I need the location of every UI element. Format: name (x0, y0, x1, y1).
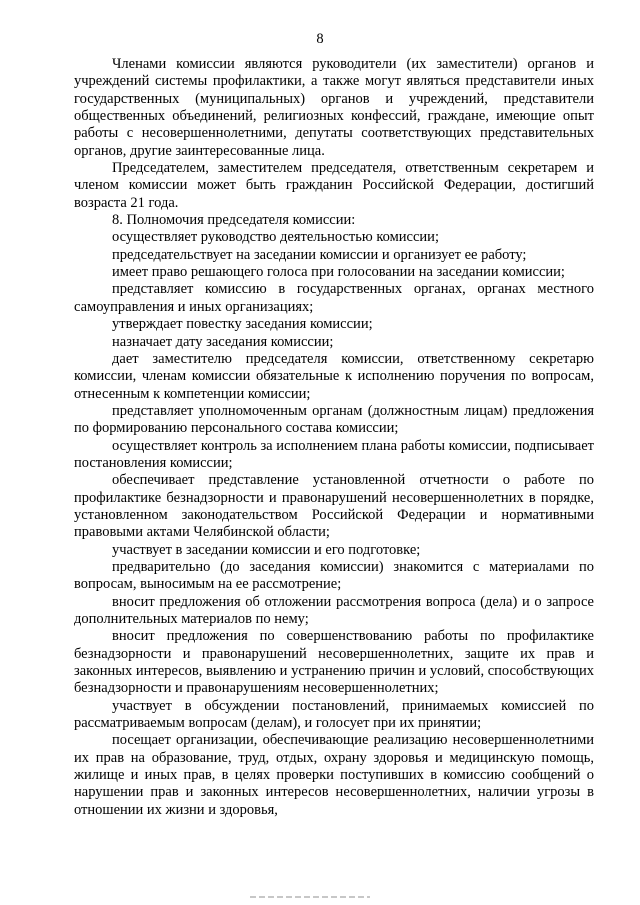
list-item: предварительно (до заседания комиссии) знакомится с материалами по вопросам, выносимым на ее рассмотрение; (74, 558, 594, 593)
list-item: утверждает повестку заседания комиссии; (112, 316, 373, 333)
list-item: участвует в заседании комиссии и его подготовке; (112, 541, 421, 558)
list-item: дает заместителю председателя комиссии, ответственному секретарю комиссии, членам комиссии обязательные к исполнению поручения по вопросам, отнесенным к компетенции комиссии; (74, 350, 594, 402)
list-item: участвует в обсуждении постановлений, принимаемых комиссией по рассматриваемым вопросам (делам), и голосует при их принятии; (74, 697, 594, 732)
list-item: осуществляет руководство деятельностью комиссии; (112, 229, 439, 246)
list-item: представляет комиссию в государственных органах, органах местного самоуправления и иных организациях; (74, 281, 594, 315)
page-number: 8 (316, 31, 324, 47)
document-body (74, 56, 594, 819)
list-item: осуществляет контроль за исполнением плана работы комиссии, подписывает постановления комиссии; (74, 437, 594, 471)
paragraph-commission-members: Членами комиссии являются руководители (их заместители) органов и учреждений системы профилактики, а также могут являться представители иных государственных (муниципальных) органов и учреждений, представители общественных объединений, религиозных конфессий, граждане, имеющие опыт работы с несовершеннолетними, депутаты соответствующих представительных органов, другие заинтересованные лица. (74, 56, 594, 159)
list-item: имеет право решающего голоса при голосовании на заседании комиссии; (112, 264, 565, 281)
section-heading-chair-powers: 8. Полномочия председателя комиссии: (112, 212, 356, 229)
scan-artifact (250, 896, 370, 898)
list-item: представляет уполномоченным органам (должностным лицам) предложения по формированию персонального состава комиссии; (74, 402, 594, 437)
list-item: посещает организации, обеспечивающие реализацию несовершеннолетними их прав на образование, труд, отдых, охрану здоровья и медицинскую помощь, жилище и иных прав, в целях проверки поступивших в комиссию сообщений о нарушении прав и законных интересов несовершеннолетних, наличии угрозы в отношении их жизни и здоровья, (74, 732, 594, 818)
list-item: вносит предложения об отложении рассмотрения вопроса (дела) и о запросе дополнительных материалов по нему; (74, 593, 594, 627)
list-item: председательствует на заседании комиссии и организует ее работу; (112, 246, 527, 263)
list-item: вносит предложения по совершенствованию работы по профилактике безнадзорности и правонарушений несовершеннолетних, защите их прав и законных интересов, выявлению и устранению причин и условий, способствующих безнадзорности и правонарушениям несовершеннолетних; (74, 628, 594, 697)
list-item: обеспечивает представление установленной отчетности о работе по профилактике безнадзорности и правонарушений несовершеннолетних в порядке, установленном законодательством Российской Федерации и нормативными правовыми актами Челябинской области; (74, 472, 594, 541)
list-item: назначает дату заседания комиссии; (112, 333, 334, 350)
paragraph-chair-eligibility: Председателем, заместителем председателя, ответственным секретарем и членом комиссии может быть гражданин Российской Федерации, достигший возраста 21 года. (74, 160, 594, 211)
